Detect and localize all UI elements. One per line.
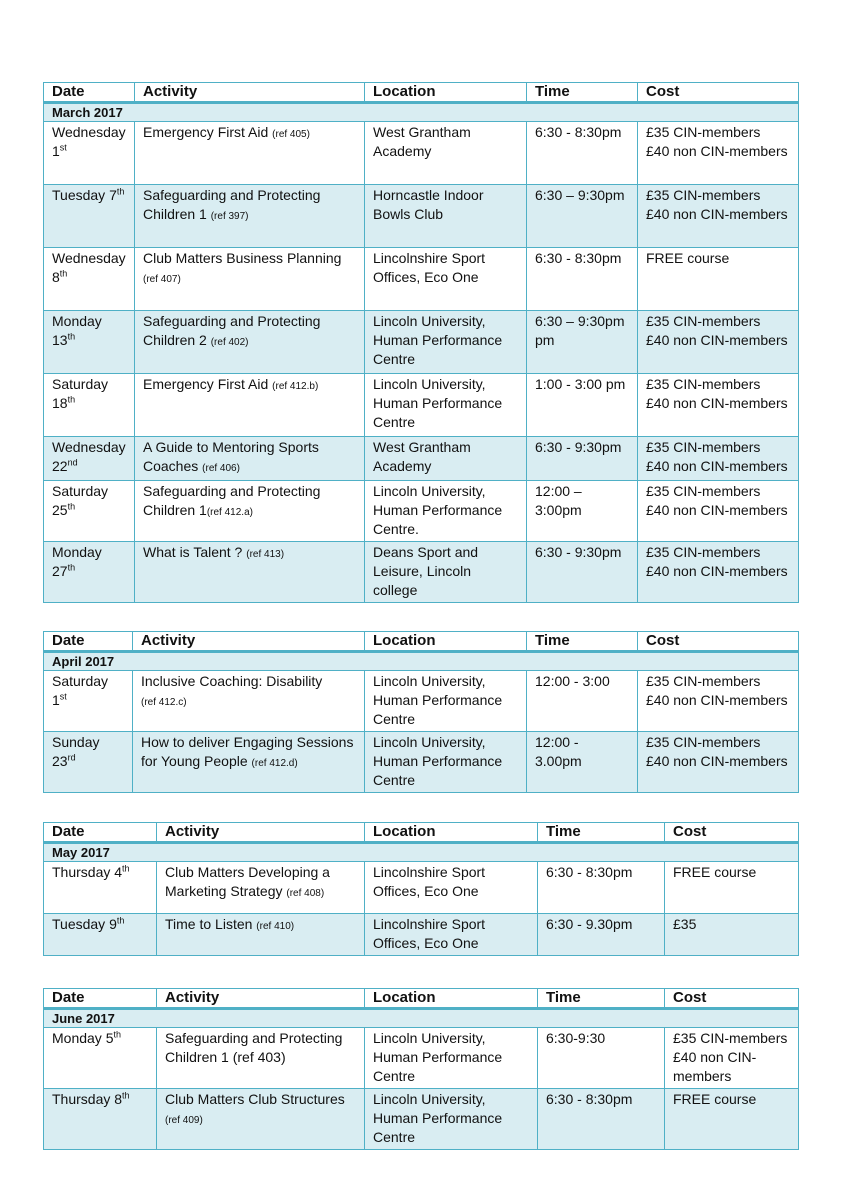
date-cell	[44, 185, 135, 248]
date-cell	[44, 437, 135, 481]
month-row	[44, 1009, 799, 1028]
cost-cell	[638, 248, 799, 311]
cost-cell	[638, 311, 799, 374]
activity-title: Club Matters Club Structures	[165, 1091, 345, 1107]
activity-title: Emergency First Aid	[143, 376, 269, 392]
activity-cell	[135, 481, 365, 542]
day-name: Wednesday	[52, 439, 126, 455]
time-cell: 6:30 – 9:30pm	[527, 185, 638, 248]
cost-cell	[665, 862, 799, 914]
day-suffix: rd	[67, 752, 76, 763]
activity-title: Safeguarding and Protecting Children 1	[143, 187, 321, 222]
activity-title: Time to Listen	[165, 916, 253, 932]
month-row	[44, 843, 799, 862]
header-time: Time	[538, 989, 665, 1009]
activity-cell	[157, 914, 365, 956]
day-name: Saturday	[52, 376, 109, 392]
table-row	[44, 437, 799, 481]
cost-member: £35 CIN-members	[646, 544, 761, 560]
schedule-table-april	[43, 631, 799, 793]
location-cell: West Grantham Academy	[365, 122, 527, 185]
activity-title: Emergency First Aid	[143, 124, 269, 140]
activity-ref: (ref 412.c)	[141, 697, 187, 708]
cost-cell	[638, 185, 799, 248]
cost-non-member: £40 non CIN-members	[646, 395, 788, 411]
cost-non-member: £40 non CIN-members	[646, 143, 788, 159]
day-number: 13	[52, 332, 68, 348]
table-row	[44, 185, 799, 248]
date-cell	[44, 1089, 157, 1150]
day-name: Saturday	[52, 673, 109, 689]
table-row	[44, 122, 799, 185]
day-suffix: st	[59, 691, 67, 702]
date-cell	[44, 311, 135, 374]
day-suffix: th	[67, 501, 76, 512]
day-suffix: st	[59, 142, 67, 153]
cost-non-member: £40 non CIN-members	[646, 458, 788, 474]
date-cell	[44, 671, 133, 732]
day-number: 23	[52, 753, 68, 769]
day-suffix: th	[67, 331, 76, 342]
activity-ref: (ref 413)	[246, 549, 285, 560]
day-name: Wednesday	[52, 250, 126, 266]
time-cell: 12:00 - 3.00pm	[527, 732, 638, 793]
day-name: Monday	[52, 544, 102, 560]
activity-ref: (ref 412.b)	[272, 381, 319, 392]
header-date: Date	[44, 632, 133, 652]
table-row	[44, 311, 799, 374]
activity-title: Club Matters Business Planning	[143, 250, 342, 266]
location-cell: Lincoln University, Human Performance Centre	[365, 1028, 538, 1089]
cost-non-member: £40 non CIN-members	[646, 753, 788, 769]
day-suffix: th	[67, 562, 76, 573]
schedule-table-march	[43, 82, 799, 603]
day-name: Tuesday	[52, 187, 106, 203]
location-cell: West Grantham Academy	[365, 437, 527, 481]
header-date: Date	[44, 989, 157, 1009]
location-cell: Lincoln University, Human Performance Centre	[365, 671, 527, 732]
activity-cell	[157, 1089, 365, 1150]
cost-cell	[638, 122, 799, 185]
header-cost: Cost	[665, 989, 799, 1009]
header-cost: Cost	[638, 83, 799, 103]
month-row	[44, 652, 799, 671]
cost-cell	[638, 374, 799, 437]
activity-title: How to deliver Engaging Sessions for Young People	[141, 734, 354, 769]
time-cell: 6:30 - 8:30pm	[527, 248, 638, 311]
header-row	[44, 632, 799, 652]
date-cell	[44, 122, 135, 185]
location-cell: Deans Sport and Leisure, Lincoln college	[365, 542, 527, 603]
activity-ref: (ref 409)	[165, 1115, 203, 1126]
date-cell	[44, 248, 135, 311]
schedule-table-june	[43, 988, 799, 1150]
cost-member: £35	[673, 916, 697, 932]
header-cost: Cost	[665, 823, 799, 843]
time-cell: 6:30 - 9:30pm	[527, 542, 638, 603]
activity-cell	[133, 671, 365, 732]
date-cell	[44, 862, 157, 914]
day-name: Monday	[52, 1030, 106, 1046]
time-cell: 12:00 - 3:00	[527, 671, 638, 732]
cost-member: £35 CIN-members	[646, 734, 761, 750]
location-cell: Lincolnshire Sport Offices, Eco One	[365, 862, 538, 914]
day-number: 5	[105, 1030, 114, 1046]
header-date: Date	[44, 83, 135, 103]
day-suffix: th	[116, 186, 125, 197]
activity-cell	[135, 311, 365, 374]
day-suffix: th	[59, 268, 68, 279]
header-cost: Cost	[638, 632, 799, 652]
activity-cell	[135, 542, 365, 603]
day-number: 8	[52, 269, 60, 285]
date-cell	[44, 374, 135, 437]
location-cell: Lincolnshire Sport Offices, Eco One	[365, 914, 538, 956]
activity-title: Club Matters Developing a Marketing Strategy	[165, 864, 330, 899]
header-location: Location	[365, 632, 527, 652]
day-name: Thursday	[52, 864, 115, 880]
table-row	[44, 914, 799, 956]
header-activity: Activity	[135, 83, 365, 103]
header-activity: Activity	[157, 823, 365, 843]
cost-non-member: £40 non CIN-members	[646, 563, 788, 579]
activity-ref: (ref 407)	[143, 274, 181, 285]
day-number: 18	[52, 395, 68, 411]
header-time: Time	[527, 83, 638, 103]
activity-title: What is Talent ?	[143, 544, 243, 560]
header-row	[44, 823, 799, 843]
header-location: Location	[365, 823, 538, 843]
day-name: Thursday	[52, 1091, 115, 1107]
cost-member: £35 CIN-members	[646, 376, 761, 392]
time-cell: 6:30 - 9:30pm	[527, 437, 638, 481]
day-name: Sunday	[52, 734, 100, 750]
date-cell	[44, 542, 135, 603]
time-cell: 6:30 - 9.30pm	[538, 914, 665, 956]
activity-title: Safeguarding and Protecting Children 2	[143, 313, 321, 348]
month-label: March 2017	[44, 103, 799, 122]
location-cell: Horncastle Indoor Bowls Club	[365, 185, 527, 248]
month-label: April 2017	[44, 652, 799, 671]
activity-title: Safeguarding and Protecting Children 1 (ref 403)	[165, 1030, 343, 1065]
table-row	[44, 1028, 799, 1089]
day-suffix: th	[67, 394, 76, 405]
table-row	[44, 481, 799, 542]
cost-non-member: £40 non CIN-members	[646, 692, 788, 708]
time-cell: 6:30 - 8:30pm	[538, 1089, 665, 1150]
cost-cell	[665, 1089, 799, 1150]
time-cell: 12:00 – 3:00pm	[527, 481, 638, 542]
month-row	[44, 103, 799, 122]
cost-cell	[665, 1028, 799, 1089]
day-number: 1	[52, 143, 60, 159]
day-name: Tuesday	[52, 916, 110, 932]
schedule-table-may	[43, 822, 799, 956]
cost-member: £35 CIN-members	[646, 187, 761, 203]
table-row	[44, 671, 799, 732]
day-number: 1	[52, 692, 60, 708]
activity-ref: (ref 397)	[210, 211, 249, 222]
activity-ref: (ref 410)	[256, 921, 295, 932]
activity-cell	[157, 862, 365, 914]
time-cell: 6:30 – 9:30pm pm	[527, 311, 638, 374]
header-time: Time	[527, 632, 638, 652]
day-number: 27	[52, 563, 68, 579]
cost-cell	[665, 914, 799, 956]
location-cell: Lincoln University, Human Performance Centre	[365, 374, 527, 437]
day-number: 9	[109, 916, 117, 932]
cost-member: £35 CIN-members	[646, 673, 761, 689]
activity-ref: (ref 402)	[210, 337, 249, 348]
location-cell: Lincoln University, Human Performance Centre	[365, 1089, 538, 1150]
month-label: May 2017	[44, 843, 799, 862]
day-suffix: th	[122, 1090, 130, 1101]
location-cell: Lincoln University, Human Performance Centre	[365, 311, 527, 374]
activity-title: A Guide to Mentoring Sports Coaches	[143, 439, 319, 474]
header-row	[44, 83, 799, 103]
activity-cell	[135, 437, 365, 481]
cost-non-member: £40 non CIN-members	[646, 502, 788, 518]
day-number: 7	[109, 187, 117, 203]
cost-non-member: £40 non CIN-members	[646, 206, 788, 222]
header-activity: Activity	[157, 989, 365, 1009]
header-row	[44, 989, 799, 1009]
header-date: Date	[44, 823, 157, 843]
day-suffix: nd	[67, 457, 78, 468]
location-cell: Lincolnshire Sport Offices, Eco One	[365, 248, 527, 311]
activity-cell	[135, 374, 365, 437]
header-time: Time	[538, 823, 665, 843]
header-activity: Activity	[133, 632, 365, 652]
table-row	[44, 248, 799, 311]
cost-non-member: £40 non CIN-members	[646, 332, 788, 348]
table-row	[44, 862, 799, 914]
time-cell: 1:00 - 3:00 pm	[527, 374, 638, 437]
cost-member: £35 CIN-members	[646, 313, 761, 329]
cost-cell	[638, 437, 799, 481]
activity-ref: (ref 412.d)	[251, 758, 298, 769]
cost-cell	[638, 732, 799, 793]
date-cell	[44, 732, 133, 793]
day-suffix: th	[116, 915, 125, 926]
location-cell: Lincoln University, Human Performance Centre.	[365, 481, 527, 542]
day-number: 4	[114, 864, 123, 880]
month-label: June 2017	[44, 1009, 799, 1028]
table-row	[44, 374, 799, 437]
header-location: Location	[365, 989, 538, 1009]
activity-ref: (ref 412.a)	[206, 507, 253, 518]
activity-ref: (ref 405)	[272, 129, 310, 140]
day-number: 25	[52, 502, 68, 518]
day-suffix: th	[122, 863, 130, 874]
cost-member: £35 CIN-members	[646, 483, 761, 499]
date-cell	[44, 1028, 157, 1089]
day-suffix: th	[113, 1029, 122, 1040]
day-name: Saturday	[52, 483, 109, 499]
cost-non-member: £40 non CIN-members	[673, 1049, 757, 1084]
date-cell	[44, 914, 157, 956]
cost-member: FREE course	[646, 250, 730, 266]
table-row	[44, 1089, 799, 1150]
header-location: Location	[365, 83, 527, 103]
table-row	[44, 542, 799, 603]
day-number: 8	[114, 1091, 123, 1107]
activity-title: Safeguarding and Protecting Children 1	[143, 483, 321, 518]
activity-cell	[135, 122, 365, 185]
activity-cell	[157, 1028, 365, 1089]
day-name: Wednesday	[52, 124, 126, 140]
time-cell: 6:30-9:30	[538, 1028, 665, 1089]
date-cell	[44, 481, 135, 542]
activity-title: Inclusive Coaching: Disability	[141, 673, 323, 689]
cost-cell	[638, 542, 799, 603]
cost-member: £35 CIN-members	[646, 439, 761, 455]
location-cell: Lincoln University, Human Performance Centre	[365, 732, 527, 793]
cost-member: FREE course	[673, 1091, 757, 1107]
cost-member: £35 CIN-members	[646, 124, 761, 140]
table-row	[44, 732, 799, 793]
activity-ref: (ref 408)	[286, 888, 325, 899]
activity-ref: (ref 406)	[202, 463, 240, 474]
cost-cell	[638, 671, 799, 732]
activity-cell	[135, 248, 365, 311]
cost-cell	[638, 481, 799, 542]
cost-member: £35 CIN-members	[673, 1030, 788, 1046]
time-cell: 6:30 - 8:30pm	[538, 862, 665, 914]
cost-member: FREE course	[673, 864, 757, 880]
activity-cell	[135, 185, 365, 248]
time-cell: 6:30 - 8:30pm	[527, 122, 638, 185]
day-name: Monday	[52, 313, 102, 329]
activity-cell	[133, 732, 365, 793]
day-number: 22	[52, 458, 68, 474]
